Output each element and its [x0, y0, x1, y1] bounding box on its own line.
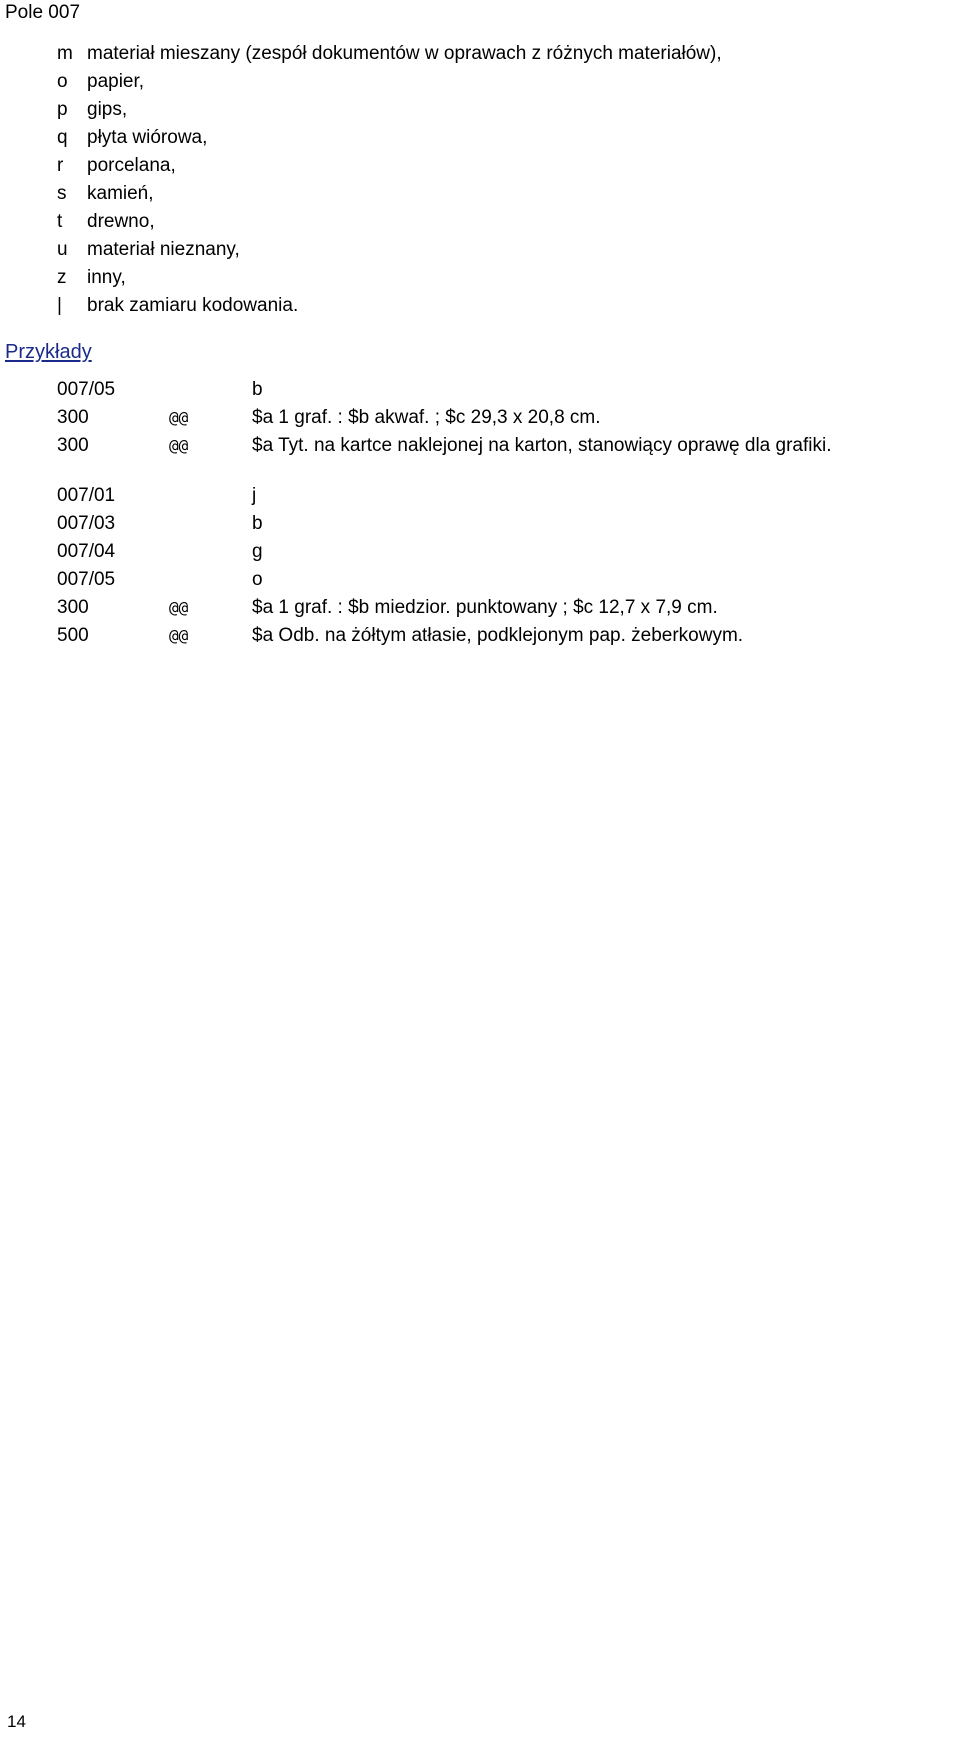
field-content: b	[252, 513, 263, 534]
code-item	[57, 40, 722, 68]
code-key: u	[57, 239, 68, 260]
code-description: materiał mieszany (zespół dokumentów w oprawach z różnych materiałów),	[87, 43, 722, 64]
field-content: $a 1 graf. : $b miedzior. punktowany ; $c 12,7 x 7,9 cm.	[252, 597, 718, 618]
code-key: p	[57, 99, 68, 120]
indicators: @@	[169, 598, 189, 617]
code-key: o	[57, 71, 68, 92]
code-item	[57, 236, 722, 264]
examples-heading-link[interactable]: Przykłady	[5, 341, 92, 363]
field-tag: 300	[57, 597, 89, 618]
code-description: kamień,	[87, 183, 154, 204]
code-description: inny,	[87, 267, 126, 288]
field-tag: 007/01	[57, 485, 116, 506]
field-tag: 500	[57, 625, 89, 646]
code-key: q	[57, 127, 68, 148]
field-tag: 007/03	[57, 513, 116, 534]
code-key: z	[57, 267, 67, 288]
code-item	[57, 264, 722, 292]
field-tag: 007/05	[57, 569, 116, 590]
indicators: @@	[169, 408, 189, 427]
code-item	[57, 124, 722, 152]
code-item	[57, 180, 722, 208]
field-content: o	[252, 569, 263, 590]
code-item	[57, 292, 722, 320]
code-description: płyta wiórowa,	[87, 127, 208, 148]
field-tag: 300	[57, 435, 89, 456]
page-number: 14	[7, 1712, 26, 1731]
code-description: gips,	[87, 99, 128, 120]
code-description: papier,	[87, 71, 145, 92]
field-content: $a Odb. na żółtym atłasie, podklejonym pap. żeberkowym.	[252, 625, 744, 646]
page-header: Pole 007	[5, 2, 81, 23]
field-tag: 007/04	[57, 541, 116, 562]
code-description: drewno,	[87, 211, 155, 232]
field-content: b	[252, 379, 263, 400]
field-tag: 007/05	[57, 379, 116, 400]
code-item	[57, 152, 722, 180]
field-tag: 300	[57, 407, 89, 428]
code-key: t	[57, 211, 63, 232]
field-content: $a Tyt. na kartce naklejonej na karton, stanowiący oprawę dla grafiki.	[252, 435, 832, 456]
code-key: |	[57, 295, 62, 316]
code-item	[57, 96, 722, 124]
field-content: j	[252, 485, 257, 506]
code-key: r	[57, 155, 64, 176]
code-key: s	[57, 183, 67, 204]
field-content: g	[252, 541, 263, 562]
code-description: brak zamiaru kodowania.	[87, 295, 299, 316]
indicators: @@	[169, 436, 189, 455]
field-content: $a 1 graf. : $b akwaf. ; $c 29,3 x 20,8 cm.	[252, 407, 601, 428]
code-description: materiał nieznany,	[87, 239, 240, 260]
code-item	[57, 68, 722, 96]
code-item	[57, 208, 722, 236]
code-list	[57, 40, 722, 320]
code-description: porcelana,	[87, 155, 176, 176]
indicators: @@	[169, 626, 189, 645]
code-key: m	[57, 43, 73, 64]
